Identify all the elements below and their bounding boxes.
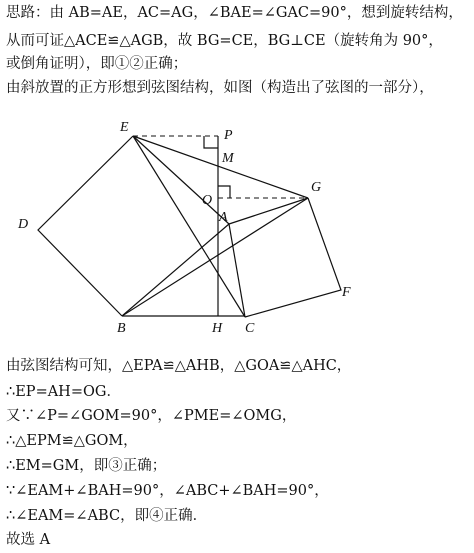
label-P: P: [224, 128, 233, 143]
segment-AG: [229, 198, 308, 224]
square-edge-GFC: [245, 198, 341, 317]
label-D: D: [18, 217, 29, 232]
right-angle-P: [204, 136, 218, 148]
text-line-8: ∴△EPM≌△GOM，: [6, 433, 138, 449]
label-H: H: [212, 321, 223, 336]
segment-BG: [122, 198, 308, 316]
text-line-12: 故选 A: [6, 532, 51, 548]
label-G: G: [311, 180, 322, 195]
label-F: F: [342, 285, 351, 300]
text-line-10: ∵∠EAM+∠BAH=90°，∠ABC+∠BAH=90°，: [6, 483, 329, 499]
text-line-3: 或倒角证明），即①②正确；: [6, 56, 188, 72]
text-line-7: 又∵∠P=∠GOM=90°，∠PME=∠OMG，: [6, 408, 297, 424]
label-E: E: [120, 120, 129, 135]
geometry-svg: [0, 108, 474, 348]
text-line-5: 由弦图结构可知，△EPA≌△AHB，△GOA≌△AHC，: [6, 358, 352, 374]
label-B: B: [117, 321, 126, 336]
text-line-11: ∴∠EAM=∠ABC，即④正确．: [6, 508, 208, 524]
text-line-4: 由斜放置的正方形想到弦图结构，如图（构造出了弦图的一部分），: [6, 80, 434, 96]
text-line-1: 思路：由 AB=AE，AC=AG，∠BAE=∠GAC=90°，想到旋转结构，: [6, 5, 463, 21]
segment-AB: [122, 224, 229, 316]
text-line-9: ∴EM=GM，即③正确；: [6, 458, 167, 474]
segment-EA: [133, 136, 229, 224]
right-angle-O: [218, 186, 230, 198]
geometry-figure: [0, 108, 474, 348]
square-edge-ED: [38, 136, 133, 316]
label-C: C: [245, 321, 255, 336]
label-M: M: [222, 151, 234, 166]
label-A: A: [219, 210, 228, 225]
label-O: O: [202, 193, 213, 208]
text-line-6: ∴EP=AH=OG．: [6, 384, 121, 400]
segment-EG: [133, 136, 308, 198]
text-line-2: 从而可证△ACE≌△AGB，故 BG=CE，BG⊥CE（旋转角为 90°，: [6, 33, 443, 49]
